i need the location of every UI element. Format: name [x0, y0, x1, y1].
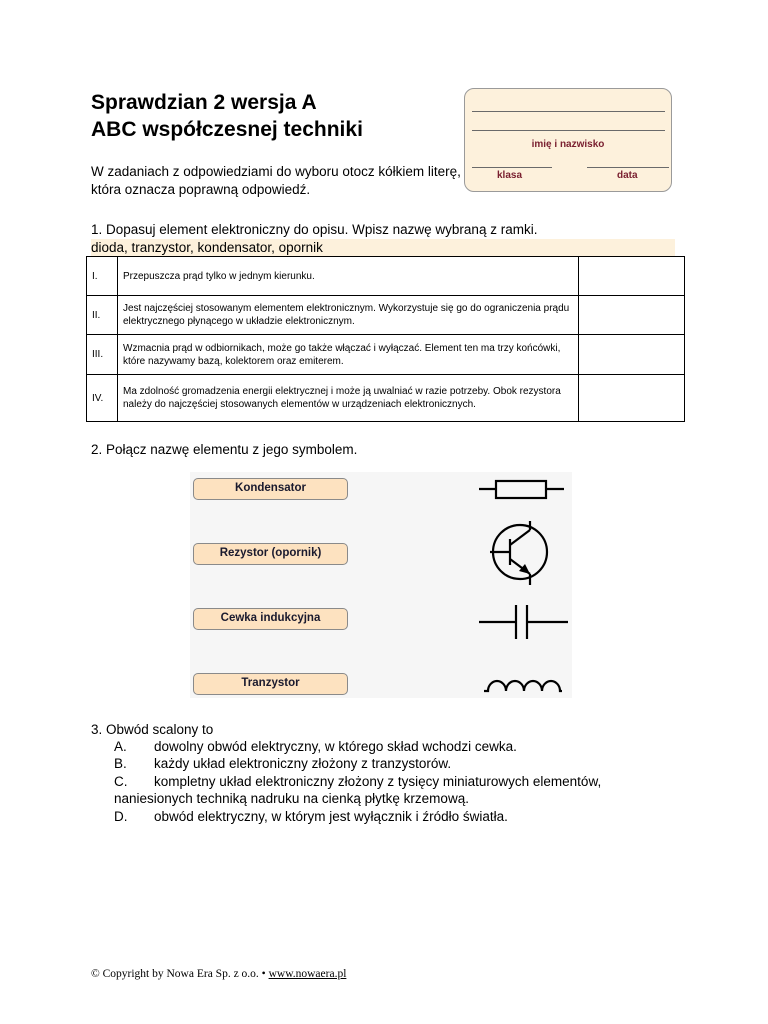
- matching-panel: [190, 472, 572, 698]
- title-line-2: ABC współczesnej techniki: [91, 118, 363, 141]
- class-line[interactable]: [472, 167, 552, 168]
- option-c-continuation: naniesionych techniką nadruku na cienką płytkę krzemową.: [114, 791, 469, 806]
- row-number: IV.: [87, 375, 118, 422]
- date-line[interactable]: [587, 167, 669, 168]
- row-description: Przepuszcza prąd tylko w jednym kierunku.: [118, 257, 579, 296]
- student-info-box: [464, 88, 672, 192]
- option-d-text: obwód elektryczny, w którym jest wyłącznik i źródło światła.: [154, 809, 508, 824]
- table-row: [87, 375, 685, 422]
- footer-link[interactable]: www.nowaera.pl: [268, 968, 347, 980]
- row-number: II.: [87, 296, 118, 335]
- footer: [91, 968, 346, 980]
- answer-cell[interactable]: [579, 296, 685, 335]
- row-description: Ma zdolność gromadzenia energii elektrycznej i może ją uwalniać w razie potrzeby. Obok rezystora należy do najczęściej stosowanych elementów w urządzeniach elektronicznych.: [118, 375, 579, 422]
- instructions: W zadaniach z odpowiedziami do wyboru otocz kółkiem literę, która oznacza poprawną odpowiedź.: [91, 164, 461, 197]
- name-label: imię i nazwisko: [531, 139, 605, 150]
- table-row: [87, 335, 685, 375]
- option-c-letter[interactable]: C.: [114, 774, 128, 789]
- answer-cell[interactable]: [579, 375, 685, 422]
- row-number: I.: [87, 257, 118, 296]
- name-rezystor[interactable]: Rezystor (opornik): [193, 543, 348, 565]
- page-title: [91, 89, 363, 143]
- question-1-table: [86, 256, 685, 422]
- name-kondensator[interactable]: Kondensator: [193, 478, 348, 500]
- table-row: [87, 296, 685, 335]
- resistor-symbol[interactable]: [479, 481, 564, 498]
- row-description: Wzmacnia prąd w odbiornikach, może go także włączać i wyłączać. Element ten ma trzy końcówki, które nazywamy bazą, kolektorem oraz emiterem.: [118, 335, 579, 375]
- option-d-letter[interactable]: D.: [114, 809, 128, 824]
- title-line-1: Sprawdzian 2 wersja A: [91, 91, 317, 114]
- name-line-1[interactable]: [472, 111, 665, 112]
- option-c-text: kompletny układ elektroniczny złożony z tysięcy miniaturowych elementów,: [154, 774, 602, 789]
- symbols-area: [190, 472, 572, 698]
- name-tranzystor[interactable]: Tranzystor: [193, 673, 348, 695]
- date-label: data: [617, 170, 638, 181]
- option-a-text: dowolny obwód elektryczny, w którego skład wchodzi cewka.: [154, 739, 517, 754]
- row-description: Jest najczęściej stosowanym elementem elektronicznym. Wykorzystuje się go do ograniczenia prądu elektrycznego płynącego w układzie elektronicznym.: [118, 296, 579, 335]
- name-line-2[interactable]: [472, 130, 665, 131]
- option-b-letter[interactable]: B.: [114, 756, 127, 771]
- option-a-letter[interactable]: A.: [114, 739, 127, 754]
- name-cewka[interactable]: Cewka indukcyjna: [193, 608, 348, 630]
- capacitor-symbol[interactable]: [479, 605, 568, 639]
- word-bank: dioda, tranzystor, kondensator, opornik: [91, 239, 675, 256]
- question-2-prompt: 2. Połącz nazwę elementu z jego symbolem.: [91, 442, 358, 457]
- inductor-symbol[interactable]: [484, 681, 562, 691]
- answer-cell[interactable]: [579, 335, 685, 375]
- option-b-text: każdy układ elektroniczny złożony z tranzystorów.: [154, 756, 452, 771]
- question-1-prompt: 1. Dopasuj element elektroniczny do opisu. Wpisz nazwę wybraną z ramki.: [91, 222, 538, 237]
- question-3-prompt: 3. Obwód scalony to: [91, 722, 214, 737]
- row-number: III.: [87, 335, 118, 375]
- table-row: [87, 257, 685, 296]
- copyright-text: © Copyright by Nowa Era Sp. z o.o. •: [91, 968, 266, 980]
- answer-cell[interactable]: [579, 257, 685, 296]
- class-label: klasa: [497, 170, 523, 181]
- transistor-symbol[interactable]: [490, 521, 547, 585]
